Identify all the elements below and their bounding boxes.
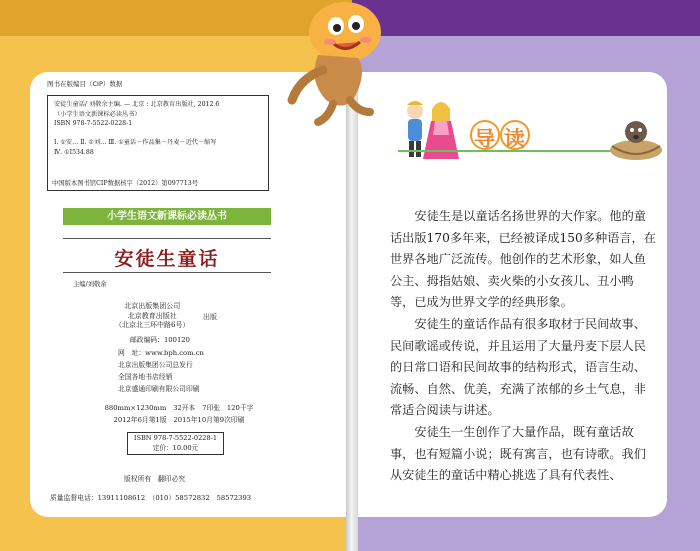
heading-char-2: 读	[504, 127, 525, 151]
cartoon-mascot-illustration	[278, 0, 408, 130]
divider	[63, 238, 271, 239]
series-banner: 小学生语文新课标必读丛书	[63, 208, 271, 225]
spec-line: 2012年6月第1版 2015年10月第9次印刷	[113, 416, 245, 424]
intro-paragraph: 安徒生是以童话名扬世界的大作家。他的童话出版170多年来，已经被译成150多种语言，在世界各地广泛流传。他创作的艺术形象，如人鱼公主、拇指姑娘、卖火柴的小女孩儿、丑小鸭等，已成为世界文学的经典形象。	[390, 209, 656, 310]
intro-paragraph: 安徒生一生创作了大量作品，既有童话故事，也有短篇小说；既有寓言，也有诗歌。我们从安徒生的童话中精心挑选了具有代表性、	[390, 424, 646, 483]
book-title: 安徒生童话	[114, 248, 220, 270]
divider	[63, 272, 271, 273]
heading-char-1: 导	[474, 127, 495, 151]
publisher-line: 北京出版集团公司	[124, 302, 181, 310]
publisher-block	[115, 302, 189, 331]
intro-paragraph: 安徒生的童话作品有很多取材于民间故事、民间歌谣或传说，并且运用了大量丹麦下层人民的日常口语和民间故事的结构形式，语言生动、流畅、自然、优美，充满了浓郁的乡土气息，非常适合阅读与讲述。	[390, 316, 646, 418]
cip-catalog-number: 中国版本图书馆CIP数据核字（2012）第097713号	[52, 180, 199, 187]
isbn-box	[127, 432, 224, 455]
distribution-line: 全国各地书店经销	[118, 373, 173, 381]
isbn: ISBN 978-7-5522-0228-1	[133, 434, 218, 442]
cip-line: （小学生语文新课标必读丛书）	[54, 110, 141, 118]
cip-line: Ⅰ. ①安… Ⅱ. ①刘… Ⅲ. ①童话－作品集－丹麦－近代－缩写	[54, 139, 217, 146]
cip-line: ISBN 978-7-5522-0228-1	[54, 120, 133, 127]
distribution-line: 北京出版集团公司总发行	[118, 361, 193, 369]
rights-notice: 版权所有 翻印必究	[124, 475, 186, 483]
cip-line: 安徒生童话/ 刘敬余主编. — 北京 : 北京教育出版社, 2012.6	[54, 101, 220, 108]
website: 网 址：www.bph.com.cn	[118, 349, 204, 357]
intro-body	[390, 206, 658, 487]
cip-data-box	[47, 95, 269, 191]
distribution-line: 北京盛通印刷有限公司印刷	[118, 385, 200, 393]
price: 定价：10.00元	[152, 444, 199, 452]
publisher-line: 北京教育出版社	[127, 311, 177, 320]
spec-line: 880mm×1230mm 32开本 7印张 120千字	[104, 404, 254, 412]
animal-in-shell-illustration	[608, 112, 663, 162]
prince-princess-illustration	[395, 95, 465, 163]
cip-header: 图书在版编目（CIP）数据	[47, 80, 123, 88]
postcode: 邮政编码：100120	[130, 336, 190, 344]
cip-line	[54, 129, 262, 139]
publisher-line: （北京北三环中路6号）	[115, 321, 190, 329]
cip-line: Ⅳ. ①I534.88	[54, 148, 94, 156]
publish-tag: 出版	[203, 313, 217, 321]
editor: 主编/刘敬余	[73, 281, 107, 288]
quality-hotline: 质量监督电话：13911108612 （010）58572832 58572393	[50, 494, 252, 502]
